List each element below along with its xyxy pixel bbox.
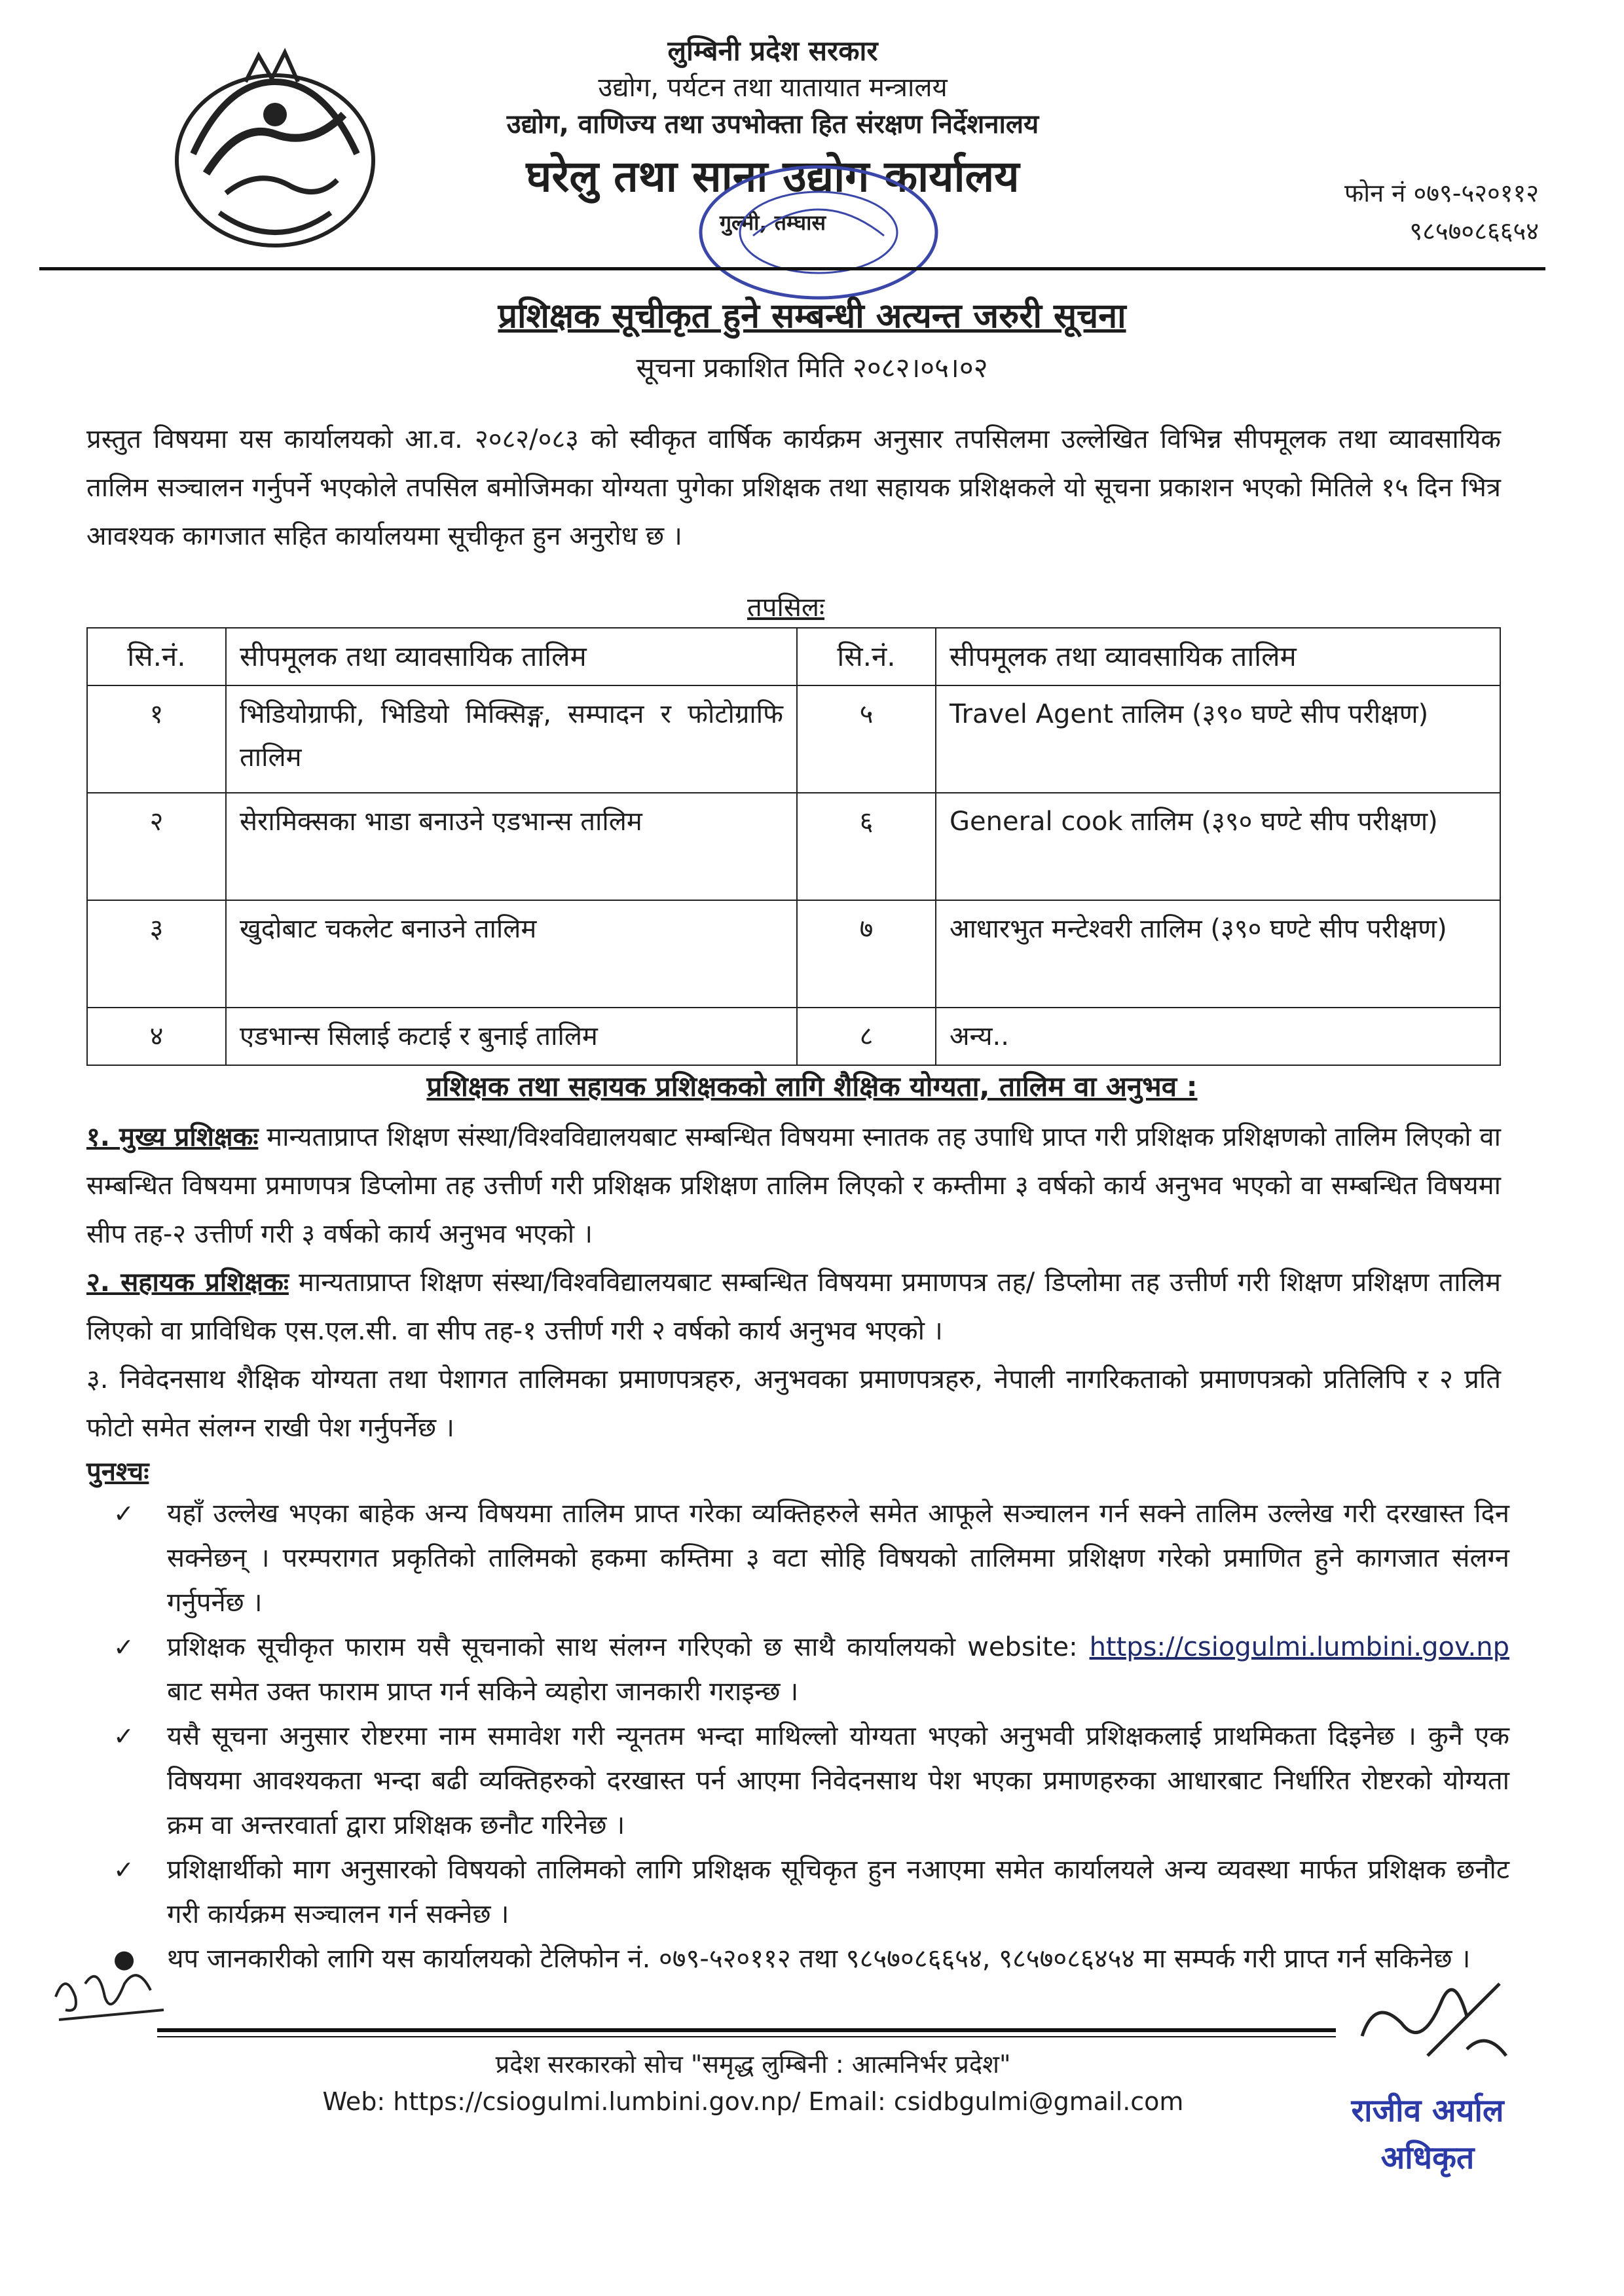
notes-heading: पुनश्चः [86, 1457, 149, 1487]
training-table [86, 627, 1501, 1066]
note-text: प्रशिक्षक सूचीकृत फाराम यसै सूचनाको साथ संलग्न गरिएको छ साथै कार्यालयको website: [167, 1632, 1078, 1662]
cell-training: खुदोबाट चकलेट बनाउने तालिम [226, 900, 797, 1008]
note-item [113, 1848, 1509, 1937]
cell-training: Travel Agent तालिम (३९० घण्टे सीप परीक्षण) [936, 685, 1500, 793]
footer-divider-thin [157, 2036, 1336, 2037]
assistant-trainer-text: मान्यताप्राप्त शिक्षण संस्था/विश्वविद्यालयबाट सम्बन्धित विषयमा प्रमाणपत्र तह/ डिप्लोमा तह उत्तीर्ण गरी शिक्षण प्रशिक्षण तालिम लिएको वा प्राविधिक एस.एल.सी. वा सीप तह-१ उत्तीर्ण गरी २ वर्षको कार्य अनुभव भएको । [86, 1267, 1501, 1346]
note-item [113, 1625, 1510, 1714]
cell-sn: ७ [797, 900, 936, 1008]
col-training-1: सीपमूलक तथा व्यावसायिक तालिम [226, 628, 797, 685]
table-row [87, 685, 1500, 793]
checkmark-icon: ✓ [113, 1499, 134, 1528]
footer-contact: Web: https://csiogulmi.lumbini.gov.np/ Email: csidbgulmi@gmail.com [322, 2087, 1184, 2116]
cell-sn: ६ [797, 793, 936, 900]
note-text: यहाँ उल्लेख भएका बाहेक अन्य विषयमा तालिम प्राप्त गरेका व्यक्तिहरुले समेत आफूले सञ्चालन गर्न सक्ने तालिम उल्लेख गरी दरखास्त दिन सक्नेछन् । परम्परागत प्रकृतिको तालिमको हकमा कम्तिमा ३ वटा सोहि विषयको तालिममा प्रशिक्षण गरेको प्रमाणित हुने कागजात संलग्न गर्नुपर्नेछ । [167, 1499, 1509, 1618]
header-ministry: उद्योग, पर्यटन तथा यातायात मन्त्रालय [598, 73, 948, 103]
qualification-documents: ३. निवेदनसाथ शैक्षिक योग्यता तथा पेशागत तालिमका प्रमाणपत्रहरु, अनुभवका प्रमाणपत्रहरु, नेपाली नागरिकताको प्रमाणपत्रको प्रतिलिपि र २ प्रति फोटो समेत संलग्न राखी पेश गर्नुपर्नेछ । [86, 1364, 1501, 1443]
phone-mobile: ९८५७०८६६५४ [1409, 217, 1539, 246]
cell-training: आधारभुत मन्टेश्वरी तालिम (३९० घण्टे सीप परीक्षण) [936, 900, 1500, 1008]
header-province: लुम्बिनी प्रदेश सरकार [667, 35, 878, 67]
checkmark-icon: ✓ [113, 1633, 134, 1662]
qualification-assistant-trainer [86, 1258, 1501, 1355]
note-item [113, 1491, 1509, 1625]
government-emblem-icon [167, 43, 383, 259]
published-date: सूचना प्रकाशित मिति २०८२।०५।०२ [636, 352, 988, 384]
office-stamp [681, 157, 956, 308]
checkmark-icon: ✓ [113, 1855, 134, 1884]
cell-training: सेरामिक्सका भाडा बनाउने एडभान्स तालिम [226, 793, 797, 900]
cell-sn: १ [87, 685, 226, 793]
footer-motto: प्रदेश सरकारको सोच "समृद्ध लुम्बिनी : आत्मनिर्भर प्रदेश" [495, 2050, 1011, 2079]
note-text: यसै सूचना अनुसार रोष्टरमा नाम समावेश गरी न्यूनतम भन्दा माथिल्लो योग्यता भएको अनुभवी प्रशिक्षकलाई प्राथमिकता दिइनेछ । कुनै एक विषयमा आवश्यकता भन्दा बढी व्यक्तिहरुको दरखास्त पर्न आएमा निवेदनसाथ पेश भएका प्रमाणहरुका आधारबाट निर्धारित रोष्टरको योग्यता क्रम वा अन्तरवार्ता द्वारा प्रशिक्षक छनौट गरिनेछ । [167, 1721, 1509, 1840]
table-row [87, 900, 1500, 1008]
handwritten-initial-icon [46, 1958, 177, 2030]
footer-divider [157, 2028, 1336, 2032]
cell-training: एडभान्स सिलाई कटाई र बुनाई तालिम [226, 1008, 797, 1065]
note-text: बाट समेत उक्त फाराम प्राप्त गर्न सकिने व्यहोरा जानकारी गराइन्छ । [167, 1677, 799, 1707]
table-header-row [87, 628, 1500, 685]
cell-sn: ३ [87, 900, 226, 1008]
qualification-heading: प्रशिक्षक तथा सहायक प्रशिक्षकको लागि शैक्षिक योग्यता, तालिम वा अनुभव : [426, 1070, 1198, 1102]
cell-training: अन्य.. [936, 1008, 1500, 1065]
cell-training: General cook तालिम (३९० घण्टे सीप परीक्षण) [936, 793, 1500, 900]
notice-title: प्रशिक्षक सूचीकृत हुने सम्बन्धी अत्यन्त जरुरी सूचना [498, 297, 1126, 336]
checkmark-icon: ✓ [113, 1722, 134, 1751]
website-link[interactable]: https://csiogulmi.lumbini.gov.np [1089, 1632, 1510, 1662]
note-text: प्रशिक्षार्थीको माग अनुसारको विषयको तालिमको लागि प्रशिक्षक सूचिकृत हुन नआएमा समेत कार्यालयले अन्य व्यवस्था मार्फत प्रशिक्षक छनौट गरी कार्यक्रम सञ्चालन गर्न सक्नेछ । [167, 1855, 1509, 1929]
main-trainer-label: १. मुख्य प्रशिक्षकः [86, 1122, 259, 1152]
note-item [113, 1937, 1509, 1981]
table-row [87, 793, 1500, 900]
col-training-2: सीपमूलक तथा व्यावसायिक तालिम [936, 628, 1500, 685]
cell-sn: २ [87, 793, 226, 900]
cell-sn: ८ [797, 1008, 936, 1065]
handwritten-signature-icon [1349, 1958, 1519, 2082]
bullet-icon: ● [113, 1944, 136, 1973]
table-row [87, 1008, 1500, 1065]
note-text: थप जानकारीको लागि यस कार्यालयको टेलिफोन नं. ०७९-५२०११२ तथा ९८५७०८६६५४, ९८५७०८६४५४ मा सम्पर्क गरी प्राप्त गर्न सकिनेछ । [167, 1944, 1471, 1974]
signatory-designation: अधिकृत [1380, 2140, 1475, 2176]
qualification-main-trainer [86, 1113, 1501, 1258]
note-item [113, 1714, 1509, 1848]
phone-office: फोन नं ०७९-५२०११२ [1344, 179, 1539, 208]
header-divider [39, 267, 1545, 270]
office-name: घरेलु तथा साना उद्योग कार्यालय [526, 151, 1020, 202]
assistant-trainer-label: २. सहायक प्रशिक्षकः [86, 1267, 289, 1298]
col-sn-1: सि.नं. [87, 628, 226, 685]
table-caption: तपसिलः [747, 592, 825, 623]
main-trainer-text: मान्यताप्राप्त शिक्षण संस्था/विश्वविद्यालयबाट सम्बन्धित विषयमा स्नातक तह उपाधि प्राप्त गरी प्रशिक्षक प्रशिक्षणको तालिम लिएको वा सम्बन्धित विषयमा प्रमाणपत्र डिप्लोमा तह उत्तीर्ण गरी प्रशिक्षक प्रशिक्षण तालिम लिएको र कम्तीमा ३ वर्षको कार्य अनुभव भएको वा सम्बन्धित विषयमा सीप तह-२ उत्तीर्ण गरी ३ वर्षको कार्य अनुभव भएको । [86, 1122, 1502, 1249]
cell-sn: ४ [87, 1008, 226, 1065]
signatory-name: राजीव अर्याल [1351, 2092, 1504, 2129]
cell-sn: ५ [797, 685, 936, 793]
cell-training: भिडियोग्राफी, भिडियो मिक्सिङ्ग, सम्पादन र फोटोग्राफि तालिम [226, 685, 797, 793]
office-location: गुल्मी, तम्घास [719, 210, 826, 235]
intro-paragraph: प्रस्तुत विषयमा यस कार्यालयको आ.व. २०८२/०८३ को स्वीकृत वार्षिक कार्यक्रम अनुसार तपसिलमा उल्लेखित विभिन्न सीपमूलक तथा व्यावसायिक तालिम सञ्चालन गर्नुपर्ने भएकोले तपसिल बमोजिमका योग्यता पुगेका प्रशिक्षक तथा सहायक प्रशिक्षकले यो सूचना प्रकाशन भएको मितिले १५ दिन भित्र आवश्यक कागजात सहित कार्यालयमा सूचीकृत हुन अनुरोध छ । [86, 424, 1501, 551]
header-directorate: उद्योग, वाणिज्य तथा उपभोक्ता हित संरक्षण निर्देशनालय [506, 109, 1039, 139]
col-sn-2: सि.नं. [797, 628, 936, 685]
